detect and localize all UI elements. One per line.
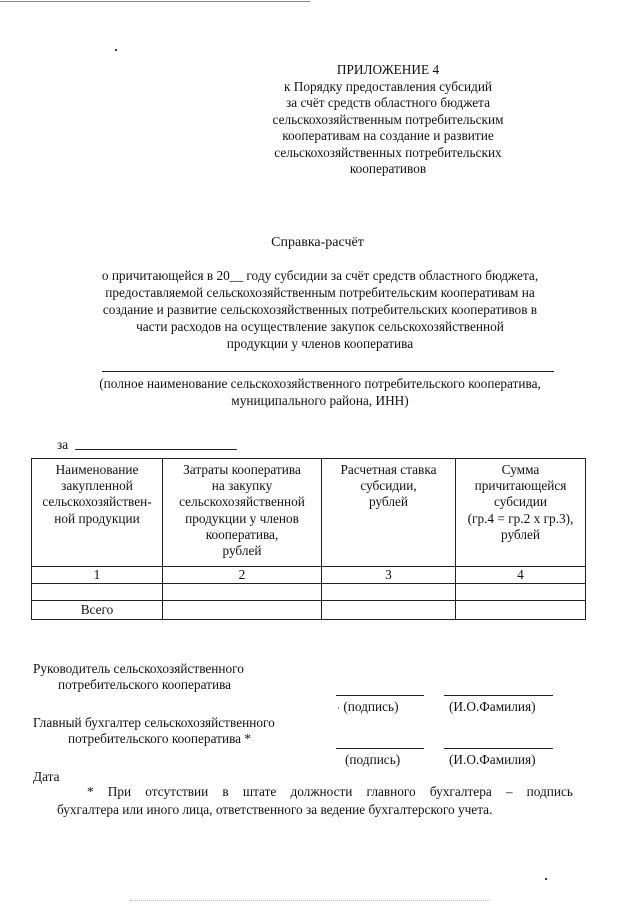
description-line: создание и развитие сельскохозяйственных потребительских кооперативов в <box>102 302 538 317</box>
sign-label: (подпись) <box>343 699 399 714</box>
period-label: за <box>57 437 69 452</box>
table-cell[interactable] <box>163 584 322 601</box>
header-text: рублей <box>222 543 262 559</box>
footnote-line1: * При отсутствии в штате должности главного бухгалтера – подпись <box>87 784 573 799</box>
description-line: предоставляемой сельскохозяйственным потребительским кооперативам на <box>105 285 535 300</box>
header-text: Сумма <box>501 462 540 477</box>
accountant-title-line2: потребительского кооператива * <box>68 730 252 746</box>
header-text: Расчетная ставка <box>340 462 437 477</box>
appendix-line: сельскохозяйственных потребительских <box>274 144 502 160</box>
head-title-line1: Руководитель сельскохозяйственного <box>33 661 244 676</box>
head-sign-caption: · (подпись) <box>337 699 399 714</box>
header-text: кооператива, <box>205 526 279 542</box>
table-cell[interactable] <box>456 584 586 601</box>
hint-line: муниципального района, ИНН) <box>231 393 409 408</box>
appendix-line: кооперативам на создание и развитие <box>282 128 494 143</box>
table-cell[interactable] <box>456 601 586 620</box>
description-line: части расходов на осуществление закупок сельскохозяйственной <box>136 319 504 334</box>
subsidy-table <box>31 458 586 620</box>
head-title-line2: потребительского кооператива <box>58 676 232 692</box>
header-text: рублей <box>368 494 409 510</box>
header-text: субсидии <box>494 494 547 510</box>
accountant-title-line1: Главный бухгалтер сельскохозяйственного <box>33 715 275 730</box>
appendix-line: сельскохозяйственным потребительским <box>272 111 504 127</box>
header-text: (гр.4 = гр.2 х гр.3), <box>467 510 574 526</box>
table-cell[interactable] <box>322 601 456 620</box>
header-text: сельскохозяйствен- <box>42 494 152 510</box>
cooperative-name-hint <box>40 376 600 410</box>
header-text: продукции у членов <box>185 510 299 526</box>
description-line: о причитающейся в 20__ году субсидии за счёт средств областного бюджета, <box>101 268 539 283</box>
table-cell[interactable] <box>32 584 163 601</box>
header-costs <box>163 459 322 567</box>
column-number: 2 <box>163 567 322 584</box>
name-label: (И.О.Фамилия) <box>449 752 536 767</box>
appendix-line: к Порядку предоставления субсидий <box>283 78 493 94</box>
period-field[interactable] <box>75 449 237 450</box>
accountant-signatory <box>33 715 275 747</box>
table-cell[interactable] <box>322 584 456 601</box>
head-signature-line[interactable] <box>336 695 424 696</box>
table-row <box>32 584 586 601</box>
total-row <box>32 601 586 620</box>
header-text: субсидии, <box>360 478 417 494</box>
appendix-line: за счёт средств областного бюджета <box>286 95 490 110</box>
footnote <box>57 783 573 819</box>
appendix-header <box>230 62 546 178</box>
header-text: Затраты кооператива <box>183 462 301 477</box>
header-text: закупленной <box>61 478 133 494</box>
header-product-name <box>32 459 163 567</box>
hint-line: (полное наименование сельскохозяйственного потребительского кооператива, <box>99 376 541 391</box>
scan-bottom-edge <box>130 900 490 901</box>
table-cell[interactable] <box>163 601 322 620</box>
scan-speck <box>115 49 117 51</box>
document-description <box>45 268 595 353</box>
header-text: Наименование <box>55 462 139 477</box>
column-number-row <box>32 567 586 584</box>
header-text: рублей <box>500 526 541 542</box>
accountant-signature-line[interactable] <box>336 748 424 749</box>
header-text: причитающейся <box>474 478 567 494</box>
table-header-row <box>32 459 586 567</box>
header-amount <box>456 459 586 567</box>
column-number: 3 <box>322 567 456 584</box>
header-rate <box>322 459 456 567</box>
document-title: Справка-расчёт <box>271 235 364 250</box>
header-text: ной продукции <box>54 510 140 526</box>
head-name-line[interactable] <box>444 695 553 696</box>
column-number: 4 <box>456 567 586 584</box>
accountant-name-line[interactable] <box>444 748 553 749</box>
footnote-line2: бухгалтера или иного лица, ответственного за ведение бухгалтерского учета. <box>57 801 493 817</box>
appendix-title: ПРИЛОЖЕНИЕ 4 <box>336 62 440 77</box>
appendix-line: кооперативов <box>349 161 427 176</box>
description-line: продукции у членов кооператива <box>226 336 414 351</box>
total-label: Всего <box>32 601 163 620</box>
column-number: 1 <box>32 567 163 584</box>
scan-speck <box>545 878 547 880</box>
name-label: (И.О.Фамилия) <box>449 699 536 714</box>
header-text: на закупку <box>211 478 273 494</box>
date-label: Дата <box>33 769 60 784</box>
scan-top-edge <box>0 1 310 2</box>
sign-label: (подпись) <box>345 752 401 767</box>
cooperative-name-field[interactable] <box>102 371 554 372</box>
header-text: сельскохозяйственной <box>179 494 305 510</box>
head-signatory <box>33 661 244 693</box>
